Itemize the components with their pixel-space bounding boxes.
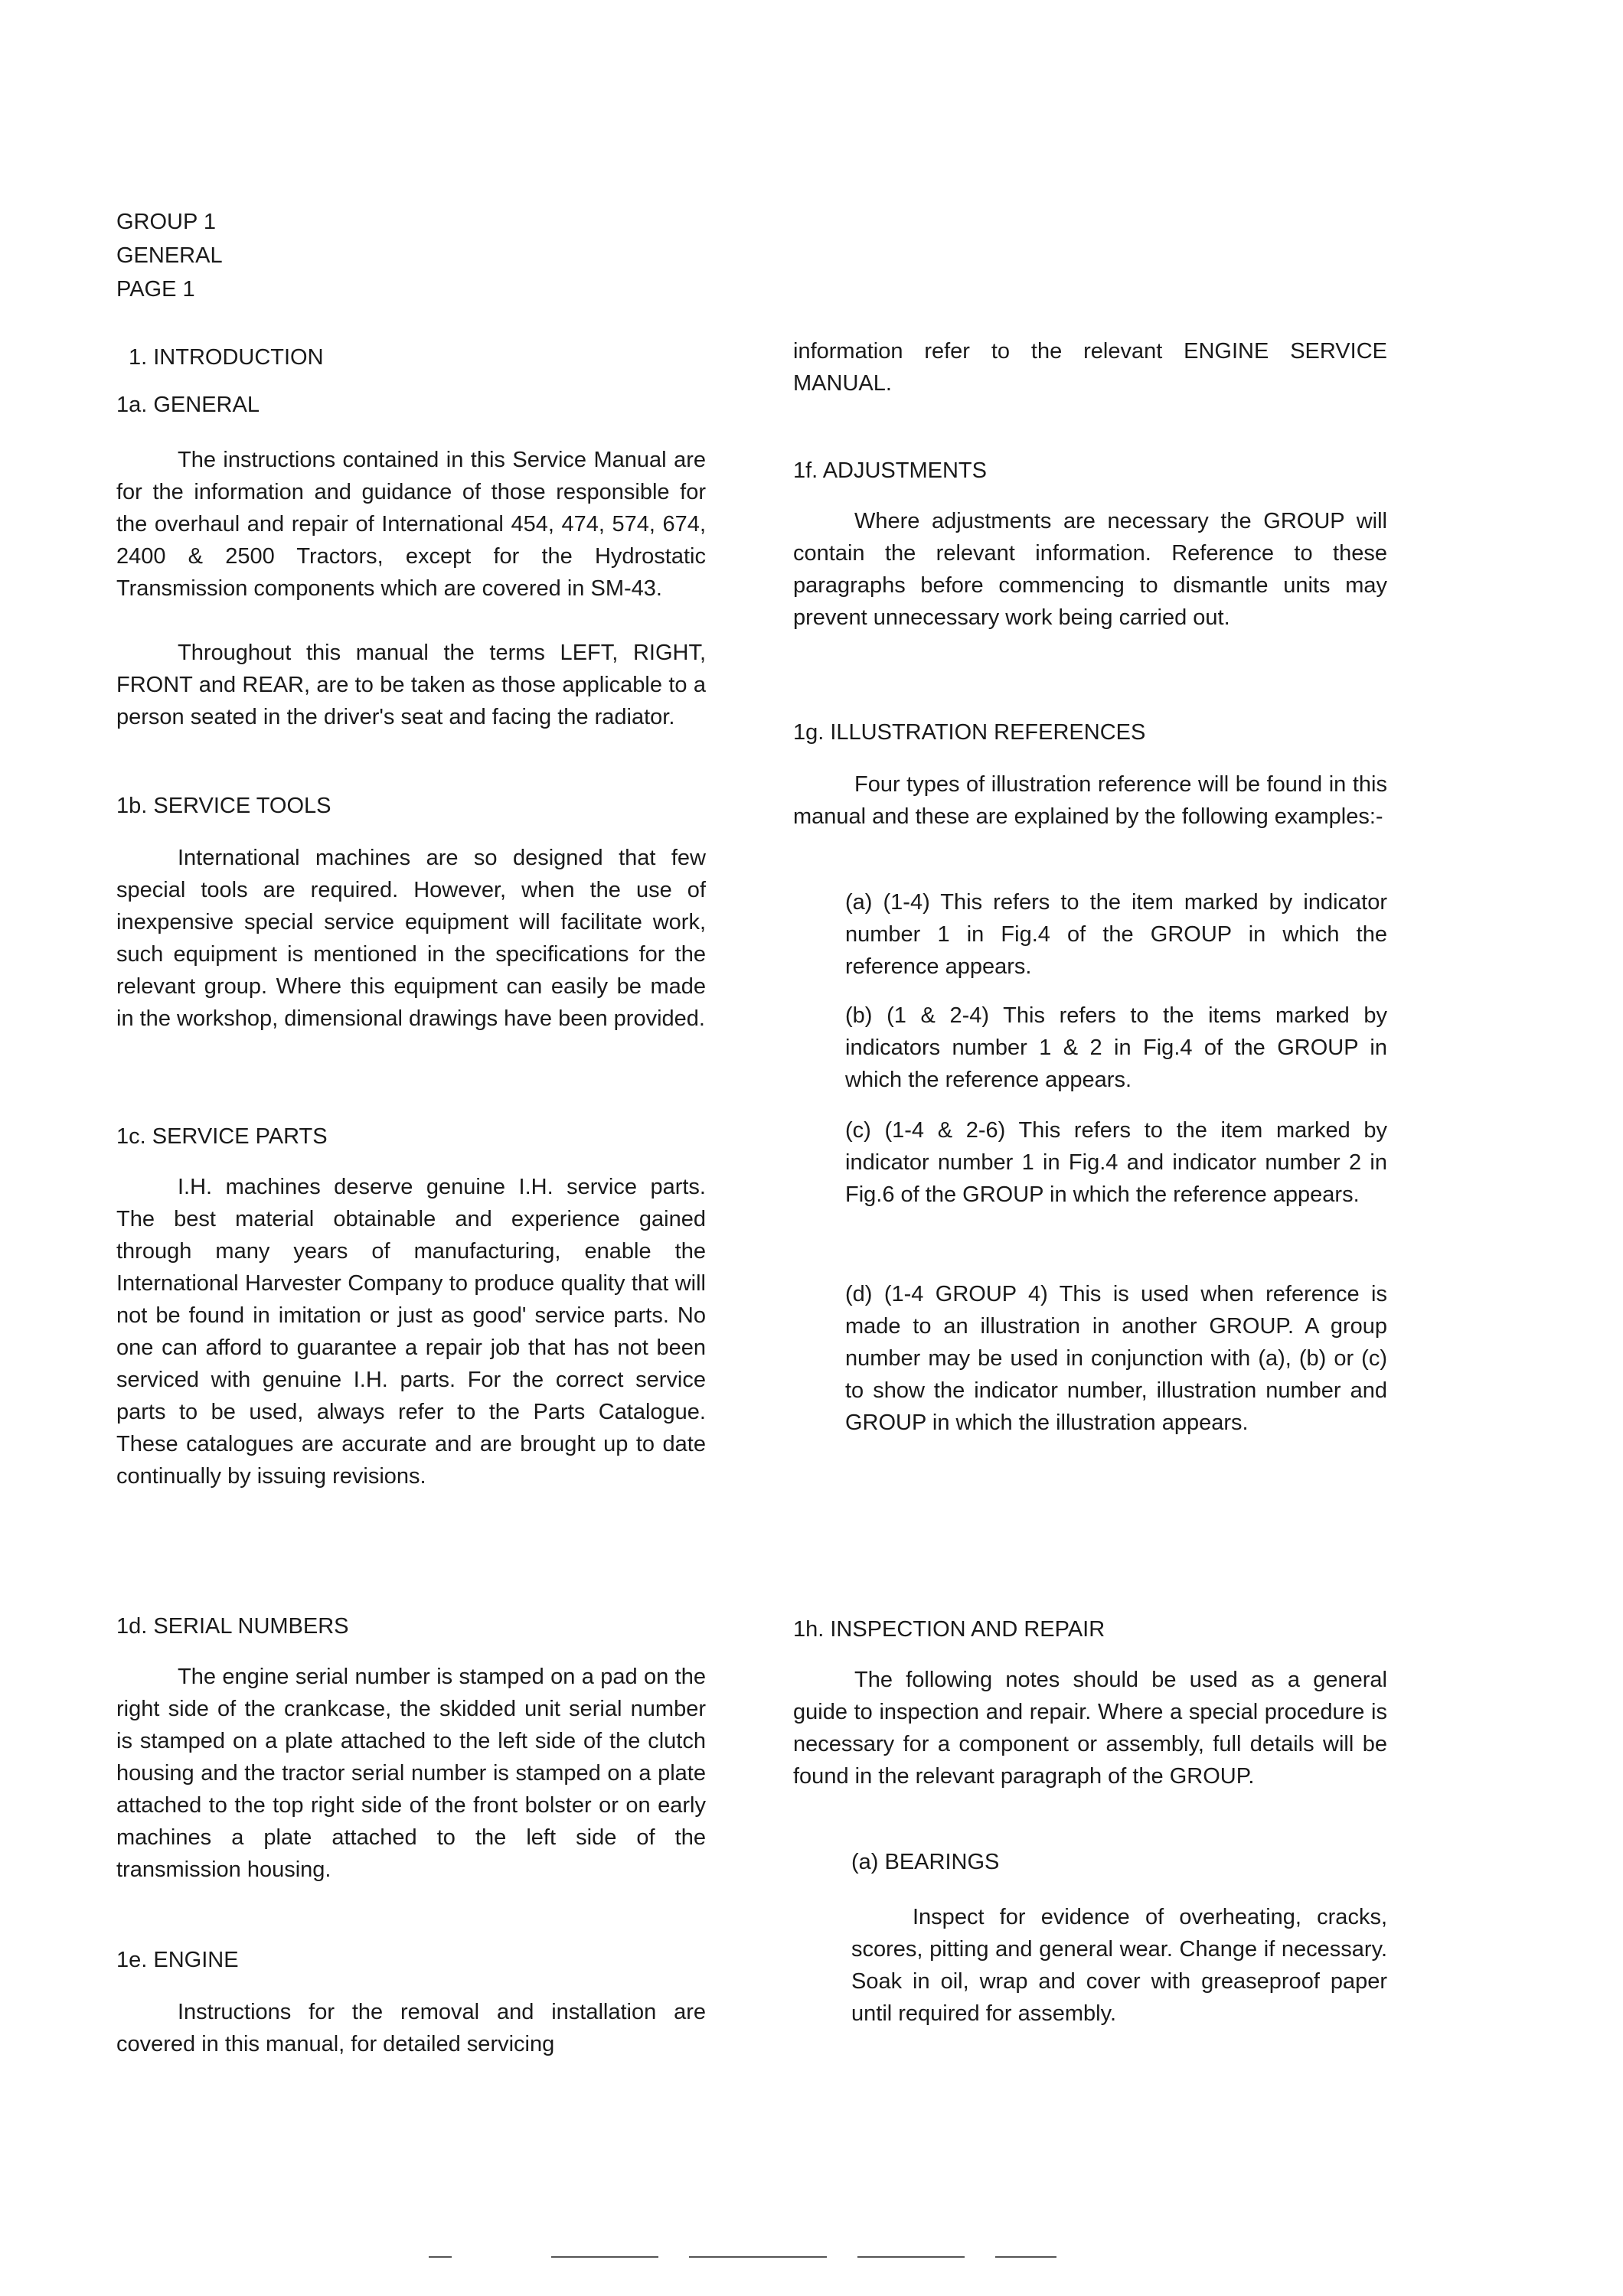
- general-paragraph-1: The instructions contained in this Service Manual are for the information and guidance of those responsible for the overhaul and repair of International 454, 474, 574, 674, 2400 & 2500 Tractors, except for the Hydrostatic Transmission components which are covered in SM-43.: [116, 448, 706, 601]
- example-d: (d) (1-4 GROUP 4) This is used when reference is made to an illustration in another GROUP. A group number may be used in conjunction with (a), (b) or (c) to show the indicator number, illustration number and GROUP in which the illustration appears.: [845, 1282, 1387, 1435]
- service-parts-heading: 1c. SERVICE PARTS: [116, 1124, 328, 1149]
- bearings-paragraph: Inspect for evidence of overheating, cracks, scores, pitting and general wear. Change if necessary. Soak in oil, wrap and cover with greaseproof paper until required for assembly.: [851, 1905, 1387, 2026]
- engine-paragraph: Instructions for the removal and installation are covered in this manual, for detailed servicing: [116, 2000, 706, 2056]
- engine-heading: 1e. ENGINE: [116, 1948, 239, 1972]
- example-b: (b) (1 & 2-4) This refers to the items marked by indicators number 1 & 2 in Fig.4 of the GROUP in which the reference appears.: [845, 1003, 1387, 1092]
- bottom-rule: [383, 2256, 1087, 2259]
- serial-numbers-heading: 1d. SERIAL NUMBERS: [116, 1614, 349, 1639]
- service-tools-paragraph: International machines are so designed that few special tools are required. However, when the use of inexpensive special service equipment will facilitate work, such equipment is mentioned in the specifications for the relevant group. Where this equipment can easily be made in the workshop, dimensional drawings have been provided.: [116, 846, 706, 1031]
- general-paragraph-2: Throughout this manual the terms LEFT, RIGHT, FRONT and REAR, are to be taken as those applicable to a person seated in the driver's seat and facing the radiator.: [116, 641, 706, 729]
- serial-numbers-paragraph: The engine serial number is stamped on a pad on the right side of the crankcase, the skidded unit serial number is stamped on a plate attached to the left side of the clutch housing and the tractor serial number is stamped on a plate attached to the top right side of the front bolster or on early machines a plate attached to the left side of the transmission housing.: [116, 1665, 706, 1882]
- page-number: PAGE 1: [116, 277, 195, 302]
- service-tools-heading: 1b. SERVICE TOOLS: [116, 794, 331, 818]
- illustration-references-paragraph: Four types of illustration reference will be found in this manual and these are explained by the following examples:-: [793, 772, 1387, 829]
- group-label: GROUP 1: [116, 210, 217, 234]
- inspection-repair-paragraph: The following notes should be used as a general guide to inspection and repair. Where a special procedure is necessary for a component or assembly, full details will be found in the relevant paragraph of the GROUP.: [793, 1668, 1387, 1789]
- illustration-references-heading: 1g. ILLUSTRATION REFERENCES: [793, 720, 1146, 745]
- introduction-heading: 1. INTRODUCTION: [129, 345, 324, 370]
- example-a: (a) (1-4) This refers to the item marked by indicator number 1 in Fig.4 of the GROUP in which the reference appears.: [845, 890, 1387, 979]
- service-parts-paragraph: I.H. machines deserve genuine I.H. service parts. The best material obtainable and experience gained through many years of manufacturing, enable the International Harvester Company to produce quality that will not be found in imitation or just as good' service parts. No one can afford to guarantee a repair job that has not been serviced with genuine I.H. parts. For the correct service parts to be used, always refer to the Parts Catalogue. These catalogues are accurate and are brought up to date continually by issuing revisions.: [116, 1175, 706, 1489]
- example-c: (c) (1-4 & 2-6) This refers to the item marked by indicator number 1 in Fig.4 and indicator number 2 in Fig.6 of the GROUP in which the reference appears.: [845, 1118, 1387, 1207]
- page-header: [116, 205, 423, 306]
- general-heading: 1a. GENERAL: [116, 393, 260, 417]
- adjustments-heading: 1f. ADJUSTMENTS: [793, 458, 987, 483]
- engine-continued-paragraph: information refer to the relevant ENGINE SERVICE MANUAL.: [793, 339, 1387, 396]
- bearings-heading: (a) BEARINGS: [851, 1850, 1000, 1874]
- inspection-repair-heading: 1h. INSPECTION AND REPAIR: [793, 1617, 1105, 1642]
- adjustments-paragraph: Where adjustments are necessary the GROUP will contain the relevant information. Reference to these paragraphs before commencing to dismantle units may prevent unnecessary work being carried out.: [793, 509, 1387, 630]
- section-label: GENERAL: [116, 243, 223, 268]
